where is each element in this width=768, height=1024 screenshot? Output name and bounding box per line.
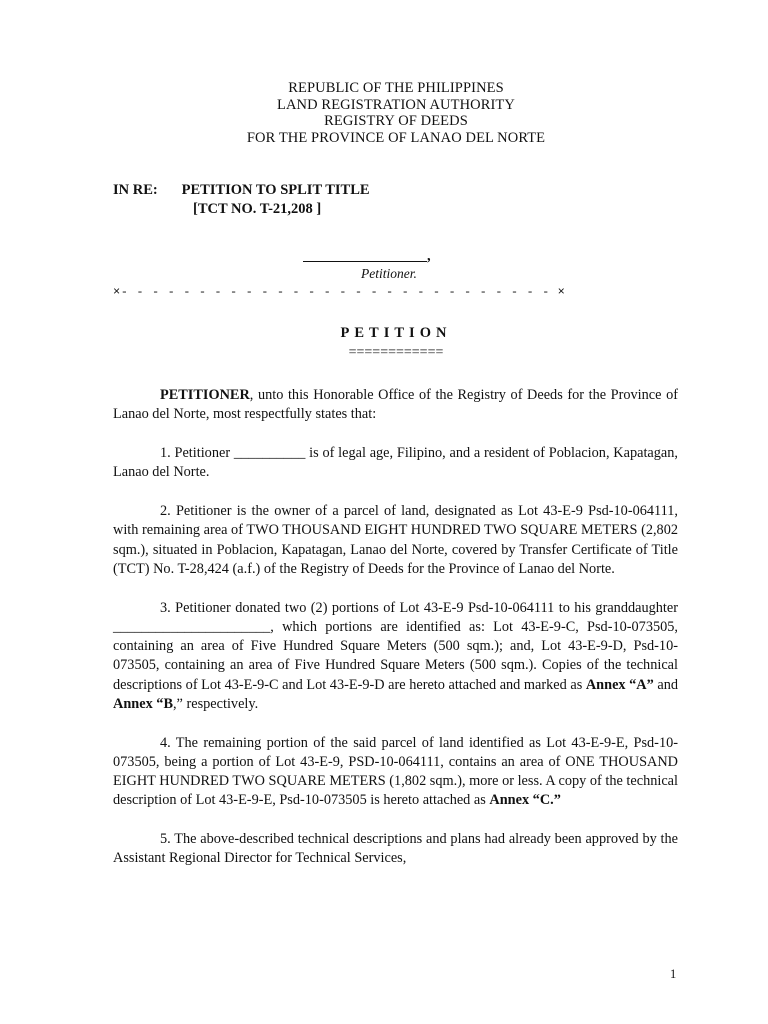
annex-a-ref: Annex “A” [585, 676, 654, 693]
header-line-province: FOR THE PROVINCE OF LANAO DEL NORTE [246, 129, 546, 146]
petitioner-label: Petitioner. [361, 266, 417, 281]
in-re-subject: PETITION TO SPLIT TITLE [181, 182, 370, 198]
document-title: PETITION [340, 325, 452, 341]
caption-separator: ×- - - - - - - - - - - - - - - - - - - - - - - - - - - - × [113, 285, 566, 299]
granddaughter-blank: ______________________ [113, 618, 271, 635]
annex-b-ref: Annex “B [113, 695, 173, 712]
petitioner-comma: , [427, 248, 431, 264]
paragraph-3: 3. Petitioner donated two (2) portions of Lot 43-E-9 Psd-10-064111 to his granddaughter ______________________, which portions are identified as: Lot 43-E-9-C, Psd-10-073505, containing an area of Five Hundred Square Meters (500 sqm.); and, Lot 43-E-9-D, Psd-10-073505, containing an area of Five Hundred Square Meters (500 sqm.). Copies of the technical descriptions of Lot 43-E-9-C and Lot 43-E-9-D are hereto attached and marked as Annex “A” and Annex “B,” respectively. [113, 599, 678, 712]
paragraph-1: 1. Petitioner __________ is of legal age, Filipino, and a resident of Poblacion, Kapatagan, Lanao del Norte. [113, 445, 678, 481]
title-underline: ============ [348, 345, 444, 360]
annex-c-ref: Annex “C.” [489, 792, 561, 809]
paragraph-intro: PETITIONER, unto this Honorable Office of the Registry of Deeds for the Province of Lanao del Norte, most respectfully states that: [113, 387, 678, 423]
paragraph-2: 2. Petitioner is the owner of a parcel of land, designated as Lot 43-E-9 Psd-10-064111, with remaining area of TWO THOUSAND EIGHT HUNDRED TWO SQUARE METERS (2,802 sqm.), situated in Poblacion, Kapatagan, Lanao del Norte, covered by Transfer Certificate of Title (TCT) No. T-28,424 (a.f.) of the Registry of Deeds for the Province of Lanao del Norte. [113, 503, 678, 577]
header-line-registry: REGISTRY OF DEEDS [324, 113, 468, 129]
header-line-authority: LAND REGISTRATION AUTHORITY [277, 96, 515, 113]
in-re-block [113, 181, 370, 219]
header-line-republic: REPUBLIC OF THE PHILIPPINES [288, 80, 504, 96]
document-header [0, 80, 768, 146]
paragraph-4: 4. The remaining portion of the said parcel of land identified as Lot 43-E-9-E, Psd-10-073505, being a portion of Lot 43-E-9, PSD-10-064111, contains an area of ONE THOUSAND EIGHT HUNDRED TWO SQUARE METERS (1,802 sqm.), more or less. A copy of the technical description of Lot 43-E-9-E, Psd-10-073505 is hereto attached as Annex “C.” [113, 734, 678, 809]
tct-number: [TCT NO. T-21,208 ] [193, 201, 322, 217]
petitioner-name-blank [303, 247, 427, 262]
paragraph-5: 5. The above-described technical descriptions and plans had already been approved by the Assistant Regional Director for Technical Services, [113, 831, 678, 867]
petitioner-blank: __________ [233, 445, 306, 462]
in-re-label: IN RE: [113, 182, 158, 198]
petitioner-lead: PETITIONER [160, 387, 250, 403]
petition-body [113, 386, 678, 869]
page-number: 1 [670, 967, 677, 981]
